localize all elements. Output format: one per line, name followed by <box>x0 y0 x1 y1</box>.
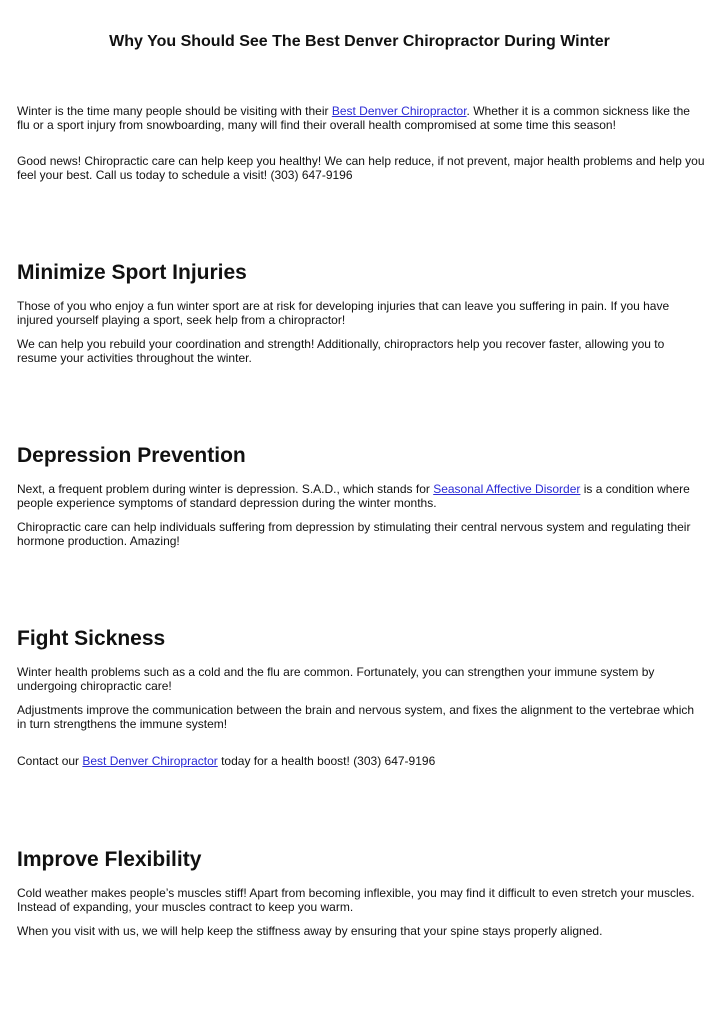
depression-text-after-link: is a condition where people experience symptoms of standard depression during the winter months. <box>17 482 690 510</box>
sickness-paragraph-1: Winter health problems such as a cold and the flu are common. Fortunately, you can strengthen your immune system by undergoing chiropractic care! <box>17 665 655 693</box>
intro-text-before-link: Winter is the time many people should be visiting with their <box>17 104 332 118</box>
depression-paragraph-2: Chiropractic care can help individuals suffering from depression by stimulating their central nervous system and regulating their hormone production. Amazing! <box>17 520 691 548</box>
flexibility-paragraph-2: When you visit with us, we will help keep the stiffness away by ensuring that your spine stays properly aligned. <box>17 924 603 938</box>
best-denver-chiropractor-link[interactable]: Best Denver Chiropractor <box>331 104 467 118</box>
contact-paragraph <box>17 754 705 768</box>
heading-fight-sickness: Fight Sickness <box>17 627 166 650</box>
sport-paragraph-1: Those of you who enjoy a fun winter sport are at risk for developing injuries that can leave you suffering in pain. If you have injured yourself playing a sport, seek help from a chiropractor! <box>17 299 670 327</box>
depression-text-before-link: Next, a frequent problem during winter is depression. S.A.D., which stands for <box>17 482 434 496</box>
seasonal-affective-disorder-link[interactable]: Seasonal Affective Disorder <box>433 482 581 496</box>
contact-best-denver-chiropractor-link[interactable]: Best Denver Chiropractor <box>82 754 218 768</box>
sport-paragraph-2: We can help you rebuild your coordination and strength! Additionally, chiropractors help you recover faster, allowing you to resume your activities throughout the winter. <box>17 337 665 365</box>
sickness-paragraph-2: Adjustments improve the communication between the brain and nervous system, and fixes the alignment to the vertebrae which in turn strengthens the immune system! <box>17 703 695 731</box>
contact-text-after-link: today for a health boost! (303) 647-9196 <box>217 754 436 768</box>
heading-depression-prevention: Depression Prevention <box>17 444 246 467</box>
heading-minimize-sport-injuries: Minimize Sport Injuries <box>17 261 247 284</box>
contact-text-before-link: Contact our <box>17 754 83 768</box>
intro-text-after-link: . Whether it is a common sickness like the flu or a sport injury from snowboarding, many will find their overall health compromised at some time this season! <box>17 104 690 132</box>
flexibility-paragraph-1: Cold weather makes people’s muscles stiff! Apart from becoming inflexible, you may find it difficult to even stretch your muscles. Instead of expanding, your muscles contract to keep you warm. <box>17 886 695 914</box>
intro-paragraph-1 <box>17 104 705 132</box>
heading-improve-flexibility: Improve Flexibility <box>17 848 202 871</box>
document-title: Why You Should See The Best Denver Chiropractor During Winter <box>109 33 610 50</box>
intro-paragraph-2: Good news! Chiropractic care can help keep you healthy! We can help reduce, if not prevent, major health problems and help you feel your best. Call us today to schedule a visit! (303) 647-9196 <box>17 154 705 182</box>
depression-paragraph-1 <box>17 482 705 510</box>
